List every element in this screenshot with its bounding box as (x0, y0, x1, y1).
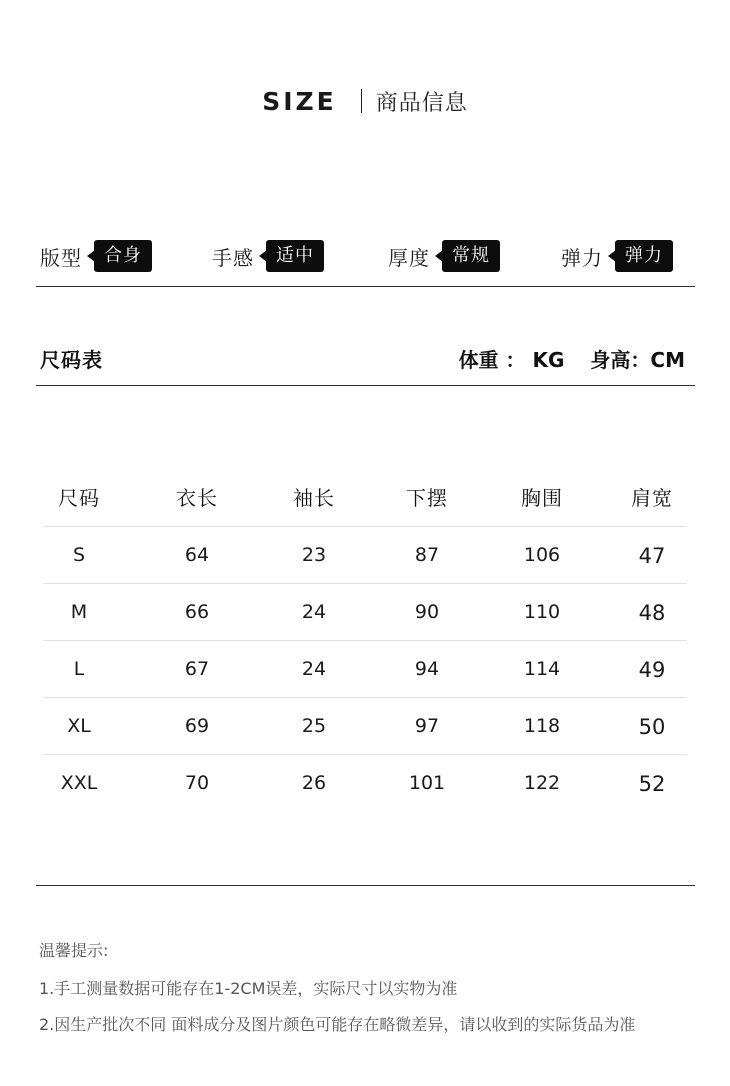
table-cell: XXL (60, 771, 98, 794)
note-item: 2.因生产批次不同 面料成分及图片颜色可能存在略微差异，请以收到的实际货品为准 (39, 1015, 636, 1034)
table-row (23, 583, 705, 640)
attr-fit (40, 238, 152, 274)
column-header: 袖长 (293, 485, 335, 510)
attr-label: 版型 (40, 245, 82, 270)
table-cell: 66 (184, 600, 210, 623)
attr-label: 手感 (212, 245, 254, 270)
notes-title: 温馨提示: (39, 941, 109, 960)
table-cell: 26 (301, 771, 327, 794)
column-header: 胸围 (521, 485, 563, 510)
attr-value-tag: 常规 (442, 240, 500, 272)
divider-line (36, 885, 695, 886)
table-cell: 97 (414, 714, 440, 737)
column-header: 尺码 (58, 485, 100, 510)
attr-feel (212, 238, 324, 274)
attributes-row (40, 238, 690, 274)
table-cell: 64 (184, 543, 210, 566)
attr-value-tag: 弹力 (615, 240, 673, 272)
table-row (23, 697, 705, 754)
title-cn: 商品信息 (375, 90, 468, 116)
title-divider (361, 89, 362, 113)
table-cell: 101 (408, 771, 446, 794)
table-cell: 70 (184, 771, 210, 794)
table-cell: 49 (638, 658, 666, 682)
table-cell: 24 (301, 600, 327, 623)
table-header-row (23, 466, 705, 526)
column-header: 衣长 (176, 485, 218, 510)
table-cell: 67 (184, 657, 210, 680)
unit-info (459, 344, 685, 373)
table-row (23, 526, 705, 583)
table-cell: L (73, 657, 85, 680)
attr-label: 厚度 (388, 245, 430, 270)
table-cell: 23 (301, 543, 327, 566)
note-item: 1.手工测量数据可能存在1-2CM误差，实际尺寸以实物为准 (39, 979, 458, 998)
height-unit: 身高：CM (590, 347, 685, 372)
table-cell: S (72, 543, 86, 566)
column-header: 下摆 (406, 485, 448, 510)
table-cell: 69 (184, 714, 210, 737)
size-chart-header (40, 340, 685, 376)
attr-value-tag: 适中 (266, 240, 324, 272)
page-header (0, 84, 730, 118)
table-cell: 50 (638, 715, 666, 739)
table-cell: 106 (523, 543, 561, 566)
table-row (23, 640, 705, 697)
column-header: 肩宽 (631, 485, 673, 510)
table-cell: 47 (638, 544, 666, 568)
table-cell: 48 (638, 601, 666, 625)
attr-thickness (388, 238, 500, 274)
table-cell: 52 (638, 772, 666, 796)
table-cell: 90 (414, 600, 440, 623)
attr-stretch (561, 238, 673, 274)
divider-line (36, 286, 695, 287)
table-cell: 118 (523, 714, 561, 737)
table-cell: 24 (301, 657, 327, 680)
divider-line (36, 385, 695, 386)
table-cell: 87 (414, 543, 440, 566)
size-chart-title: 尺码表 (40, 347, 103, 372)
table-cell: 94 (414, 657, 440, 680)
table-cell: XL (67, 714, 91, 737)
size-table (23, 466, 705, 811)
attr-value-tag: 合身 (94, 240, 152, 272)
table-cell: 110 (523, 600, 561, 623)
table-cell: 114 (523, 657, 561, 680)
notes-section (39, 938, 709, 1048)
weight-unit: 体重 ： KG (458, 347, 565, 372)
table-cell: M (70, 600, 88, 623)
attr-label: 弹力 (561, 245, 603, 270)
table-cell: 122 (523, 771, 561, 794)
table-row (23, 754, 705, 811)
table-cell: 25 (301, 714, 327, 737)
title-en: SIZE (262, 86, 337, 116)
